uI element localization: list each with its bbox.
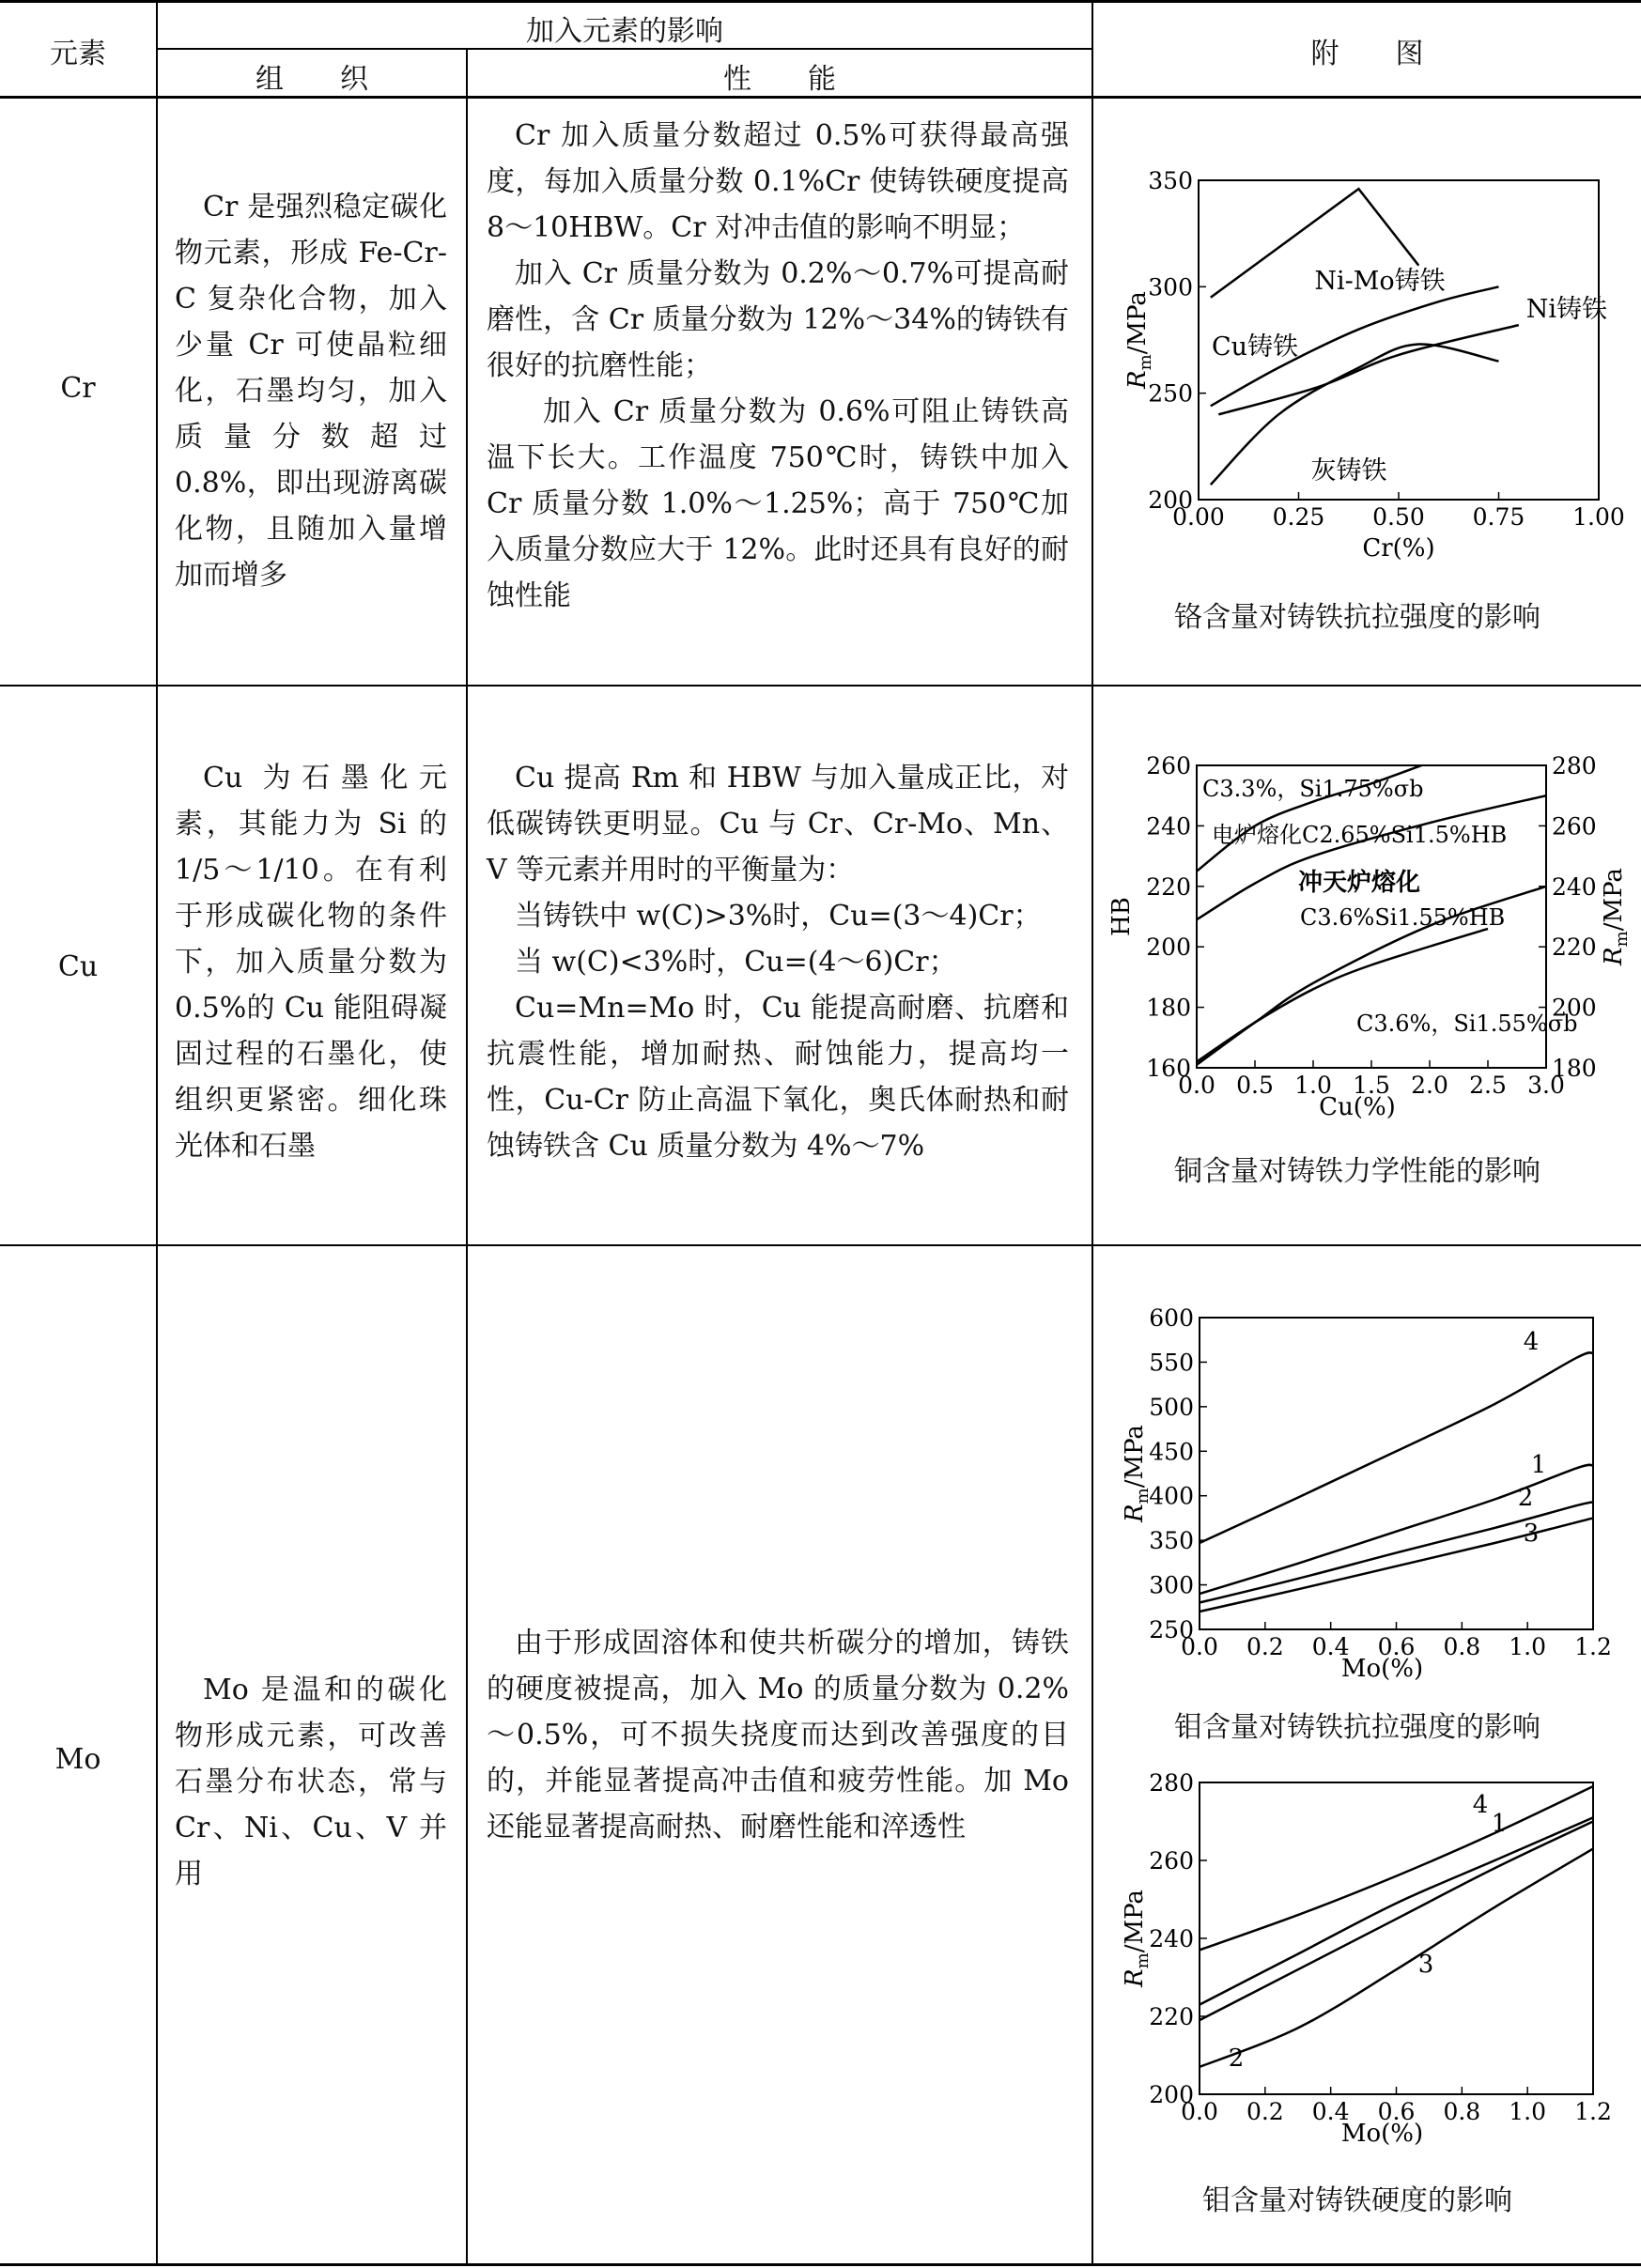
mo-strength-x-axis-label: Mo(%) — [1340, 1655, 1424, 1683]
mo-strength-x-tick-label: 1.0 — [1509, 1633, 1547, 1660]
cr-y-axis-label: $R_m$/MPa — [1123, 291, 1155, 389]
col-divider-2 — [466, 48, 468, 2266]
chart-cr-strength — [1093, 150, 1641, 582]
mo-strength-x-tick-label: 0.0 — [1181, 1633, 1218, 1660]
cu-y-tick-label: 220 — [1146, 872, 1191, 901]
mo-strength-series-label-2: 2 — [1517, 1484, 1534, 1512]
cu-y2-tick-label: 180 — [1552, 1055, 1597, 1082]
cu-y-tick-label: 180 — [1146, 994, 1191, 1022]
row-divider-cr — [0, 685, 1641, 687]
cr-x-tick-label: 0.50 — [1372, 503, 1425, 531]
cr-series-ni-label: Ni铸铁 — [1525, 295, 1607, 324]
cr-series-gray-label: 灰铸铁 — [1310, 456, 1387, 486]
mo-hardness-series-label-2: 2 — [1228, 2044, 1245, 2073]
col-divider-1 — [156, 0, 158, 2266]
performance-cr-p3: 加入 Cr 质量分数为 0.6%可阻止铸铁高温下长大。工作温度 750℃时，铸铁中加入 Cr 质量分数 1.0%～1.25%；高于 750℃加入质量分数应大于 12%。此时还具有良好的耐蚀性能 — [487, 395, 1069, 612]
cu-x-tick-label: 2.0 — [1411, 1072, 1448, 1099]
cu-y2-tick-label: 280 — [1552, 752, 1597, 779]
mo-hardness-series-label-1: 1 — [1491, 1810, 1508, 1838]
cr-x-tick-label: 0.00 — [1172, 503, 1225, 531]
mo-strength-series-line-2 — [1200, 1502, 1593, 1602]
mo-hardness-plot-frame — [1200, 1782, 1593, 2094]
mo-hardness-y-tick-label: 280 — [1149, 1769, 1194, 1797]
performance-mo: 由于形成固溶体和使共析碳分的增加，铸铁的硬度被提高，加入 Mo 的质量分数为 0.2%～0.5%，可不损失挠度而达到改善强度的目的，并能显著提高冲击值和疲劳性能。加 Mo 还能显著提高耐热、耐磨性能和淬透性 — [487, 1627, 1069, 1844]
cu-label-hb: C3.6%Si1.55%HB — [1300, 904, 1506, 931]
performance-cr-p1: Cr 加入质量分数超过 0.5%可获得最高强度，每加入质量分数 0.1%Cr 使铸铁硬度提高 8～10HBW。Cr 对冲击值的影响不明显； — [487, 119, 1069, 244]
element-cu: Cu — [57, 950, 99, 983]
mo-strength-y-tick-label: 350 — [1149, 1527, 1194, 1555]
mo-hardness-series-line-4 — [1200, 1786, 1593, 1950]
mo-hardness-y-tick-label: 220 — [1149, 2003, 1194, 2030]
cu-y-tick-label: 160 — [1146, 1055, 1191, 1082]
cu-y2-tick-label: 200 — [1552, 994, 1597, 1022]
chart-cu-mechanical — [1093, 742, 1641, 1141]
cu-series-line-2 — [1197, 929, 1488, 1062]
performance-cr-p2: 加入 Cr 质量分数为 0.2%～0.7%可提高耐磨性，含 Cr 质量分数为 12%～34%的铸铁有很好的抗磨性能； — [487, 257, 1069, 382]
mo-strength-x-tick-label: 0.8 — [1443, 1633, 1481, 1660]
cu-y2-tick-label: 240 — [1552, 872, 1597, 901]
mo-strength-series-label-3: 3 — [1523, 1520, 1540, 1548]
mo-hardness-series-line-1 — [1200, 1817, 1593, 2004]
mo-strength-y-tick-label: 500 — [1149, 1393, 1194, 1421]
mo-strength-y-tick-label: 400 — [1149, 1482, 1194, 1510]
performance-cu-p4: Cu=Mn=Mo 时，Cu 能提高耐磨、抗磨和抗震性能，增加耐热、耐蚀能力，提高均一性，Cu-Cr 防止高温下氧化，奥氏体耐热和耐蚀铸铁含 Cu 质量分数为 4%～7% — [487, 992, 1069, 1163]
mo-strength-series-label-1: 1 — [1530, 1451, 1547, 1479]
cu-y-tick-label: 200 — [1146, 933, 1191, 962]
mo-strength-y-tick-label: 550 — [1149, 1349, 1194, 1377]
mo-hardness-series-line-2 — [1200, 1822, 1593, 2021]
structure-cu: Cu 为石墨化元素，其能力为 Si 的 1/5～1/10。在有利于形成碳化物的条件下，加入质量分数为 0.5%的 Cu 能阻碍凝固过程的石墨化，使组织更紧密。细化珠光体和石墨 — [175, 762, 447, 1163]
cu-x-tick-label: 0.5 — [1236, 1072, 1274, 1099]
mo-hardness-y-tick-label: 240 — [1149, 1925, 1194, 1952]
cr-x-axis-label: Cr(%) — [1362, 534, 1435, 563]
cu-y-left-label: HB — [1107, 897, 1136, 936]
header-figure: 附 图 — [1310, 38, 1424, 70]
table-border-top — [0, 0, 1641, 3]
mo-hardness-x-tick-label: 0.8 — [1443, 2098, 1481, 2125]
mo-hardness-x-tick-label: 0.0 — [1181, 2098, 1218, 2125]
cu-x-tick-label: 0.0 — [1178, 1072, 1215, 1099]
structure-cr: Cr 是强烈稳定碳化物元素，形成 Fe-Cr-C 复杂化合物，加入少量 Cr 可使晶粒细化，石墨均匀，加入质量分数超过 0.8%，即出现游离碳化物，且随加入量增加而增多 — [175, 191, 447, 592]
caption-mo-strength: 钼含量对铸铁抗拉强度的影响 — [1174, 1711, 1540, 1744]
mo-strength-y-tick-label: 250 — [1149, 1616, 1194, 1643]
mo-hardness-y-axis-label: $R_m$/MPa — [1121, 1890, 1153, 1987]
performance-cu-p3: 当 w(C)<3%时，Cu=(4～6)Cr； — [515, 946, 957, 979]
cu-x-tick-label: 1.5 — [1353, 1072, 1390, 1099]
structure-mo: Mo 是温和的碳化物形成元素，可改善石墨分布状态，常与 Cr、Ni、Cu、V 并用 — [175, 1674, 447, 1890]
cu-label-c33: C3.3%，Si1.75%σb — [1202, 776, 1424, 802]
cu-x-axis-label: Cu(%) — [1319, 1093, 1396, 1121]
header-structure: 组 织 — [255, 63, 368, 96]
performance-cu — [487, 755, 1069, 1169]
cr-x-tick-label: 0.25 — [1272, 503, 1325, 531]
cr-y-tick-label: 200 — [1148, 486, 1193, 514]
caption-cr: 铬含量对铸铁抗拉强度的影响 — [1174, 601, 1540, 634]
cu-y2-tick-label: 260 — [1552, 812, 1597, 841]
caption-mo-hardness: 钼含量对铸铁硬度的影响 — [1202, 2184, 1512, 2217]
mo-hardness-x-tick-label: 0.4 — [1311, 2098, 1350, 2125]
cr-series-ni-mo-label: Ni-Mo铸铁 — [1314, 267, 1446, 296]
cr-y-tick-label: 300 — [1148, 273, 1193, 301]
mo-strength-x-tick-label: 1.2 — [1574, 1633, 1612, 1660]
mo-hardness-series-label-4: 4 — [1472, 1791, 1489, 1819]
mo-hardness-y-tick-label: 260 — [1149, 1847, 1194, 1875]
mo-hardness-x-tick-label: 0.2 — [1246, 2098, 1284, 2125]
mo-hardness-x-axis-label: Mo(%) — [1340, 2120, 1424, 2148]
mo-strength-x-tick-label: 0.4 — [1311, 1633, 1350, 1660]
header-performance: 性 能 — [723, 63, 836, 96]
mo-strength-x-tick-label: 0.6 — [1377, 1633, 1416, 1660]
cu-series-line-1 — [1197, 795, 1546, 919]
mo-strength-y-tick-label: 300 — [1149, 1571, 1194, 1599]
performance-cu-p1: Cu 提高 Rm 和 HBW 与加入量成正比，对低碳铸铁更明显。Cu 与 Cr、Cr-Mo、Mn、V 等元素并用时的平衡量为： — [487, 762, 1069, 887]
cu-label-electric: 电炉熔化C2.65%Si1.5%HB — [1212, 822, 1508, 848]
cu-y-tick-label: 240 — [1146, 812, 1191, 841]
mo-strength-y-axis-label: $R_m$/MPa — [1121, 1425, 1153, 1522]
mo-hardness-x-tick-label: 1.0 — [1509, 2098, 1547, 2125]
table-border-bottom — [0, 2263, 1641, 2266]
header-effect-group: 加入元素的影响 — [526, 15, 723, 48]
chart-mo-hardness — [1093, 1756, 1641, 2169]
mo-strength-y-tick-label: 450 — [1149, 1438, 1194, 1466]
element-mo: Mo — [54, 1743, 101, 1776]
cu-label-sigma: C3.6%，Si1.55%σb — [1356, 1011, 1578, 1037]
mo-strength-x-tick-label: 0.2 — [1246, 1633, 1284, 1660]
caption-cu: 铜含量对铸铁力学性能的影响 — [1174, 1155, 1540, 1188]
mo-strength-series-line-4 — [1200, 1352, 1593, 1543]
cu-x-tick-label: 1.0 — [1294, 1072, 1332, 1099]
row-divider-cu — [0, 1244, 1641, 1246]
cr-x-tick-label: 1.00 — [1572, 503, 1625, 531]
mo-hardness-x-tick-label: 1.2 — [1574, 2098, 1612, 2125]
element-cr: Cr — [60, 372, 96, 405]
cu-label-cupola: 冲天炉熔化 — [1298, 869, 1421, 897]
cr-y-tick-label: 250 — [1148, 379, 1193, 408]
performance-cr — [487, 113, 1069, 619]
cu-x-tick-label: 2.5 — [1469, 1072, 1507, 1099]
performance-cu-p2: 当铸铁中 w(C)>3%时，Cu=(3～4)Cr； — [515, 900, 1042, 933]
chart-mo-strength — [1093, 1291, 1641, 1705]
cr-series-cu-label: Cu铸铁 — [1212, 332, 1299, 362]
header-element: 元素 — [50, 38, 106, 70]
cu-y2-tick-label: 220 — [1552, 933, 1597, 962]
mo-hardness-series-label-3: 3 — [1417, 1951, 1434, 1979]
mo-hardness-x-tick-label: 0.6 — [1377, 2098, 1416, 2125]
cu-y-tick-label: 260 — [1146, 752, 1191, 779]
cu-y-right-label: $R_m$/MPa — [1600, 868, 1632, 965]
cu-x-tick-label: 3.0 — [1527, 1072, 1565, 1099]
cr-x-tick-label: 0.75 — [1472, 503, 1525, 531]
mo-hardness-y-tick-label: 200 — [1149, 2081, 1194, 2108]
cr-y-tick-label: 350 — [1148, 167, 1193, 194]
mo-hardness-series-line-3 — [1200, 1849, 1593, 2067]
mo-strength-series-label-4: 4 — [1523, 1328, 1540, 1356]
mo-strength-y-tick-label: 600 — [1149, 1304, 1194, 1332]
